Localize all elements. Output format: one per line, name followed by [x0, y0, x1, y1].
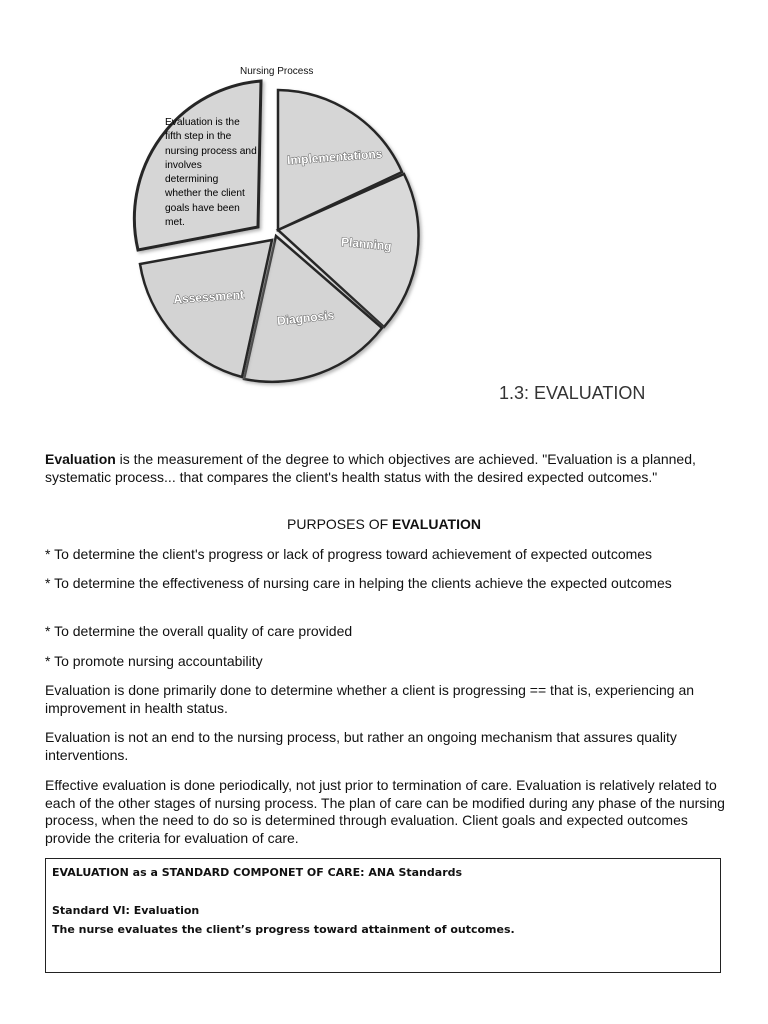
intro-paragraph — [45, 451, 725, 486]
body-paragraph: Evaluation is done primarily done to determine whether a client is progressing == that is, experiencing an improvement in health status. — [45, 682, 695, 716]
purposes-heading-prefix: PURPOSES OF — [287, 516, 393, 532]
ana-standards-box — [45, 858, 721, 973]
body-paragraph: Effective evaluation is done periodically, not just prior to termination of care. Evaluation is relatively related to each of the other stages of nursing process. The plan of care can be modified during any phase of the nursing process, when the need to do so is determined through evaluation. Client goals and expected outcomes provide the criteria for evaluation of care. — [45, 777, 725, 846]
purpose-item: * To promote nursing accountability — [45, 653, 263, 669]
ana-box-spacer — [52, 882, 714, 901]
nursing-process-pie — [0, 0, 768, 400]
purpose-item: * To determine the overall quality of care provided — [45, 623, 353, 639]
evaluation-callout: Evaluation is the fifth step in the nursing process and involves determining whether the client goals have been met. — [165, 117, 257, 229]
ana-standard: Standard VI: Evaluation — [52, 904, 200, 917]
purpose-item: * To determine the effectiveness of nursing care in helping the clients achieve the expected outcomes — [45, 575, 672, 591]
intro-term: Evaluation — [45, 451, 116, 467]
body-paragraph: Evaluation is not an end to the nursing process, but rather an ongoing mechanism that assures quality interventions. — [45, 729, 677, 763]
intro-text: is the measurement of the degree to which objectives are achieved. "Evaluation is a planned, systematic process... that compares the client's health status with the desired expected outcomes." — [45, 451, 696, 485]
slice-label-assessment: Assessment — [172, 287, 245, 307]
ana-description: The nurse evaluates the client’s progress toward attainment of outcomes. — [52, 923, 515, 936]
purpose-item: * To determine the client's progress or lack of progress toward achievement of expected outcomes — [45, 546, 653, 562]
diagram-title: Nursing Process — [240, 66, 314, 77]
purposes-heading — [0, 516, 768, 532]
slice-label-diagnosis: Diagnosis — [276, 308, 335, 328]
section-heading: 1.3: EVALUATION — [499, 383, 646, 403]
slice-label-implementations: Implementations — [286, 146, 383, 168]
ana-box-title: EVALUATION as a STANDARD COMPONET OF CARE: ANA Standards — [52, 866, 463, 879]
slice-label-planning: Planning — [340, 234, 393, 254]
purposes-heading-term: EVALUATION — [392, 516, 481, 532]
